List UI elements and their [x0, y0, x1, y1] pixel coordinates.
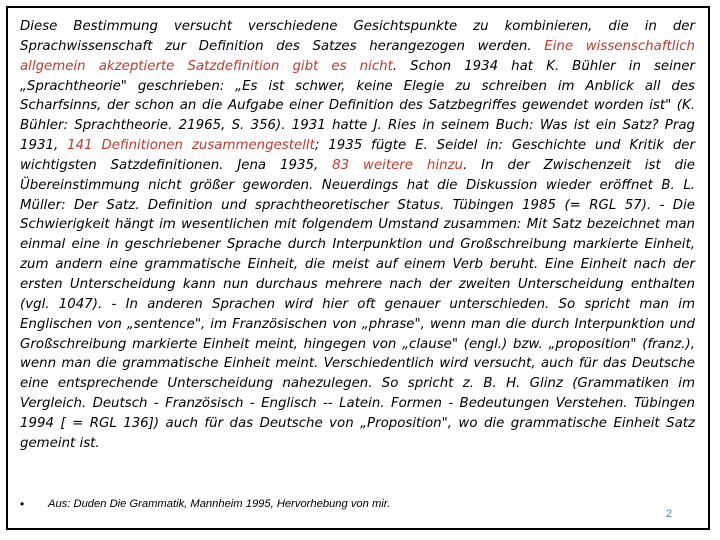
text-segment: ; 1935 fügte E. Seidel in: Geschichte und Kritik der wichtigsten Satzdefinitionen. Jena 1935, — [20, 138, 696, 173]
bullet-icon: • — [20, 497, 25, 511]
text-segment: . In der Zwischenzeit ist die Übereinstimmung nicht größer geworden. Neuerdings hat die Diskussion wieder eröffnet B. L. Müller: Der Satz. Definition und sprachtheoretischer Status. Tübingen 1985 (= RGL 57). - Die Schwierigkeit hängt im wesentlichen mit folgendem Umstand zusammen: Mit Satz bezeichnet man einmal eine in geschriebener Sprache durch Interpunktion und Großschreibung markierte Einheit, zum andern eine grammatische Einheit, die meist auf einem Verb beruht. Eine Einheit nach der ersten Unterscheidung kann nun durchaus mehrere nach der zweiten Unterscheidung enthalten (vgl. 1047). - In anderen Sprachen wird hier oft genauer unterschieden. So spricht man im Englischen von „sentence", im Französischen von „phrase", wenn man die durch Interpunktion und Großschreibung markierte Einheit meint, hingegen von „clause" (engl.) bzw. „proposition" (franz.), wenn man die grammatische Einheit meint. Verschiedentlich wird versucht, auch für das Deutsche eine entsprechende Unterscheidung nahezulegen. So spricht z. B. H. Glinz (Grammatiken im Vergleich. Deutsch - Französisch - Englisch -- Latein. Formen - Bedeutungen Verstehen. Tübingen 1994 [ = RGL 136]) auch für das Deutsche von „Proposition", wo die grammatische Einheit Satz gemeint ist. — [20, 157, 696, 451]
footnote-text: Aus: Duden Die Grammatik, Mannheim 1995, Hervorhebung von mir. — [48, 498, 391, 510]
text-segment: . Schon 1934 hat K. Bühler in seiner „Sprachtheorie" geschrieben: „Es ist schwer, keine Elegie zu schreiben im Anblick all des Scharfsinns, der schon an die Aufgabe einer Definition des Satzbegriffes gewendet worden ist" (K. Bühler: Sprachtheorie. 21965, S. 356). 1931 hatte J. Ries in seinem Buch: Was ist ein Satz? Prag 1931, — [20, 58, 695, 154]
text-segment: Diese Bestimmung versucht verschiedene Gesichtspunkte zu kombinieren, die in der Sprachwissenschaft zur Definition des Satzes herangezogen werden. — [20, 19, 695, 54]
footnote — [20, 497, 620, 511]
highlighted-phrase: Eine wissenschaftlich allgemein akzeptierte Satzdefinition gibt es nicht — [20, 38, 695, 74]
main-paragraph — [20, 17, 695, 454]
highlighted-phrase: 83 weitere hinzu — [332, 157, 464, 173]
highlighted-phrase: 141 Definitionen zusammengestellt — [67, 138, 315, 154]
page-number: 2 — [666, 508, 673, 520]
